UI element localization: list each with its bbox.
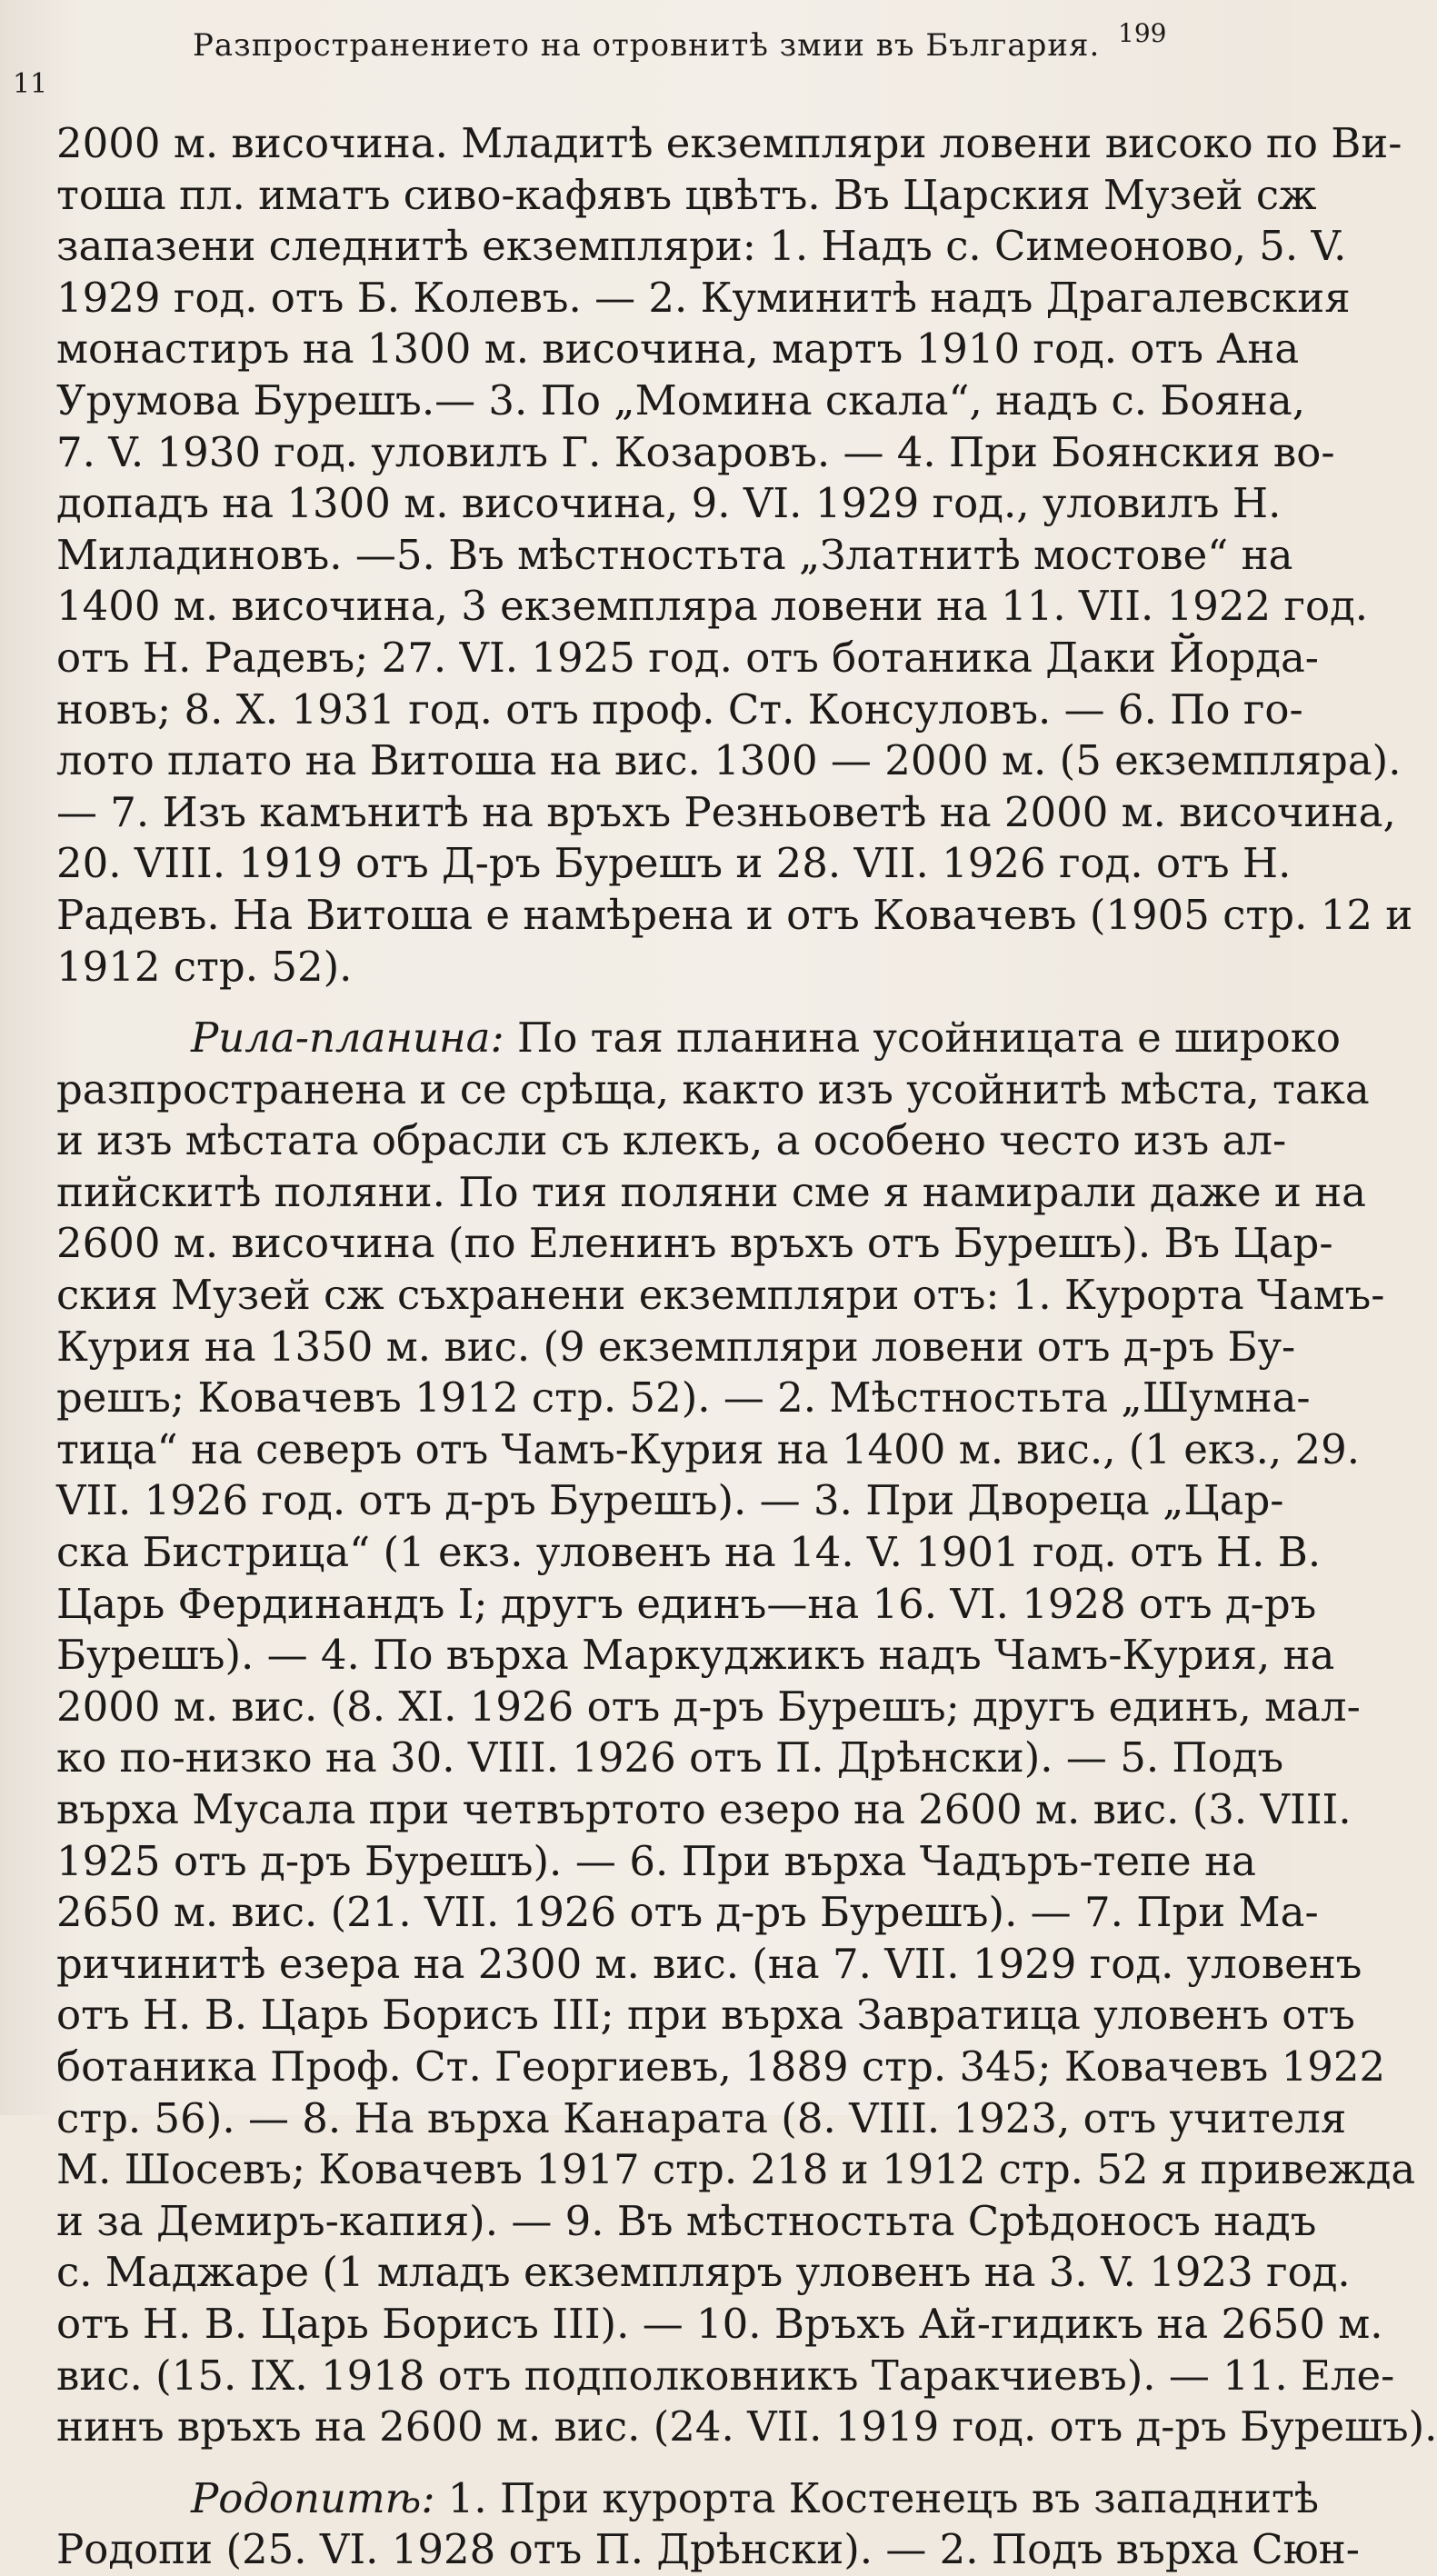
text-line: запазени следнитѣ екземпляри: 1. Надъ с. Симеоново, 5. V. xyxy=(56,222,1347,271)
text-line: ска Бистрица“ (1 екз. уловенъ на 14. V. 1901 год. отъ Н. В. xyxy=(56,1528,1322,1577)
rila-first-line-text: По тая планина усойницата е широко xyxy=(504,1013,1341,1063)
text-line: М. Шосевъ; Ковачевъ 1917 стр. 218 и 1912 стр. 52 я привежда xyxy=(56,2145,1416,2194)
text-line: и изъ мѣстата обрасли съ клекъ, а особено често изъ ал- xyxy=(56,1116,1287,1165)
text-line: Миладиновъ. —5. Въ мѣстностьта „Златнитѣ мостове“ на xyxy=(56,530,1293,579)
rodopi-paragraph xyxy=(56,2473,1360,2576)
text-line: тоша пл. иматъ сиво-кафявъ цвѣтъ. Въ Царския Музей сж xyxy=(56,170,1317,219)
text-line: Урумова Бурешъ.— 3. По „Момина скала“, надъ с. Бояна, xyxy=(56,375,1306,424)
text-line: ко по-низко на 30. VIII. 1926 отъ П. Дрѣнски). — 5. Подъ xyxy=(56,1733,1284,1782)
rila-first-line xyxy=(56,1013,1341,1064)
text-line: нинъ връхъ на 2600 м. вис. (24. VII. 1919 год. отъ д-ръ Бурешъ). xyxy=(56,2402,1437,2451)
rodopi-first-line-text: 1. При курорта Костенецъ въ западнитѣ xyxy=(434,2473,1320,2522)
text-line: 2000 м. височина. Младитѣ екземпляри ловени високо по Ви- xyxy=(56,119,1402,167)
text-line: 2600 м. височина (по Еленинъ връхъ отъ Бурешъ). Въ Цар- xyxy=(56,1219,1333,1268)
page-number: 199 xyxy=(1118,18,1167,48)
text-line: отъ Н. В. Царь Борисъ III; при върха Завратица уловенъ отъ xyxy=(56,1991,1355,2040)
text-line: Курия на 1350 м. вис. (9 екземпляри ловени отъ д-ръ Бу- xyxy=(56,1322,1296,1371)
text-line: пийскитѣ поляни. По тия поляни сме я намирали даже и на xyxy=(56,1167,1367,1216)
text-line: 2650 м. вис. (21. VII. 1926 отъ д-ръ Бурешъ). — 7. При Ма- xyxy=(56,1888,1319,1937)
text-line: тица“ на северъ отъ Чамъ-Курия на 1400 м. вис., (1 екз., 29. xyxy=(56,1424,1361,1473)
text-line: ботаника Проф. Ст. Георгиевъ, 1889 стр. 345; Ковачевъ 1922 xyxy=(56,2042,1386,2091)
text-line: решъ; Ковачевъ 1912 стр. 52). — 2. Мѣстностьта „Шумна- xyxy=(56,1373,1311,1423)
text-line: 1400 м. височина, 3 екземпляра ловени на 11. VII. 1922 год. xyxy=(56,582,1369,631)
text-line: стр. 56). — 8. На върха Канарата (8. VIII. 1923, отъ учителя xyxy=(56,2093,1347,2142)
text-line: допадъ на 1300 м. височина, 9. VI. 1929 год., уловилъ Н. xyxy=(56,479,1282,528)
text-line: лото плато на Витоша на вис. 1300 — 2000 м. (5 екземпляра). xyxy=(56,736,1402,785)
page-header xyxy=(0,18,1290,100)
text-line: отъ Н. Радевъ; 27. VI. 1925 год. отъ ботаника Даки Йорда- xyxy=(56,633,1320,682)
text-line: Царь Фердинандъ I; другъ единъ—на 16. VI. 1928 отъ д-ръ xyxy=(56,1579,1317,1628)
text-line: и за Демиръ-капия). — 9. Въ мѣстностьта Срѣдоносъ надъ xyxy=(56,2196,1317,2245)
text-line: Радевъ. На Витоша е намѣрена и отъ Ковачевъ (1905 стр. 12 и xyxy=(56,890,1413,939)
text-line: ричинитѣ езера на 2300 м. вис. (на 7. VII. 1929 год. уловенъ xyxy=(56,1939,1362,1988)
text-line: 1929 год. отъ Б. Колевъ. — 2. Куминитѣ надъ Драгалевския xyxy=(56,273,1351,322)
text-line: върха Мусала при четвъртото езеро на 2600 м. вис. (3. VIII. xyxy=(56,1785,1352,1833)
rila-paragraph xyxy=(56,1013,1437,2453)
text-line: новъ; 8. X. 1931 год. отъ проф. Ст. Консуловъ. — 6. По го- xyxy=(56,684,1303,734)
text-line: отъ Н. В. Царь Борисъ III). — 10. Връхъ Ай-гидикъ на 2650 м. xyxy=(56,2299,1383,2348)
text-line: вис. (15. IX. 1918 отъ подполковникъ Таракчиевъ). — 11. Еле- xyxy=(56,2351,1395,2400)
vitosha-paragraph xyxy=(56,118,1413,993)
rodopi-first-line xyxy=(56,2473,1320,2525)
rodopi-heading: Родопитѣ: xyxy=(191,2473,435,2522)
text-line: 1925 отъ д-ръ Бурешъ). — 6. При върха Чадъръ-тепе на xyxy=(56,1836,1256,1885)
text-line: 1912 стр. 52). xyxy=(56,942,353,991)
text-line: монастиръ на 1300 м. височина, мартъ 1910 год. отъ Ана xyxy=(56,324,1300,374)
text-line: Родопи (25. VI. 1928 отъ П. Дрѣнски). — 2. Подъ върха Сюн- xyxy=(56,2525,1360,2574)
running-title: Разпространението на отровнитѣ змии въ България. xyxy=(193,27,1101,64)
text-line: 7. V. 1930 год. уловилъ Г. Козаровъ. — 4. При Боянския во- xyxy=(56,427,1335,476)
page-body xyxy=(56,118,1437,2576)
chapter-number: 11 xyxy=(13,68,48,100)
rila-heading: Рила-планина: xyxy=(191,1013,504,1063)
text-line: Бурешъ). — 4. По върха Маркуджикъ надъ Чамъ-Курия, на xyxy=(56,1631,1335,1680)
text-line: — 7. Изъ камънитѣ на връхъ Резньоветѣ на 2000 м. височина, xyxy=(56,787,1396,836)
text-line: разпространена и се срѣща, както изъ усойнитѣ мѣста, така xyxy=(56,1064,1370,1113)
text-line: 2000 м. вис. (8. XI. 1926 отъ д-ръ Бурешъ; другъ единъ, мал- xyxy=(56,1682,1361,1731)
text-line: 20. VIII. 1919 отъ Д-ръ Бурешъ и 28. VII. 1926 год. отъ Н. xyxy=(56,839,1292,888)
text-line: с. Маджаре (1 младъ екземпляръ уловенъ на 3. V. 1923 год. xyxy=(56,2248,1351,2297)
text-line: VII. 1926 год. отъ д-ръ Бурешъ). — 3. При Двореца „Цар- xyxy=(56,1476,1284,1525)
text-line: ския Музей сж съхранени екземпляри отъ: 1. Курорта Чамъ- xyxy=(56,1271,1385,1320)
